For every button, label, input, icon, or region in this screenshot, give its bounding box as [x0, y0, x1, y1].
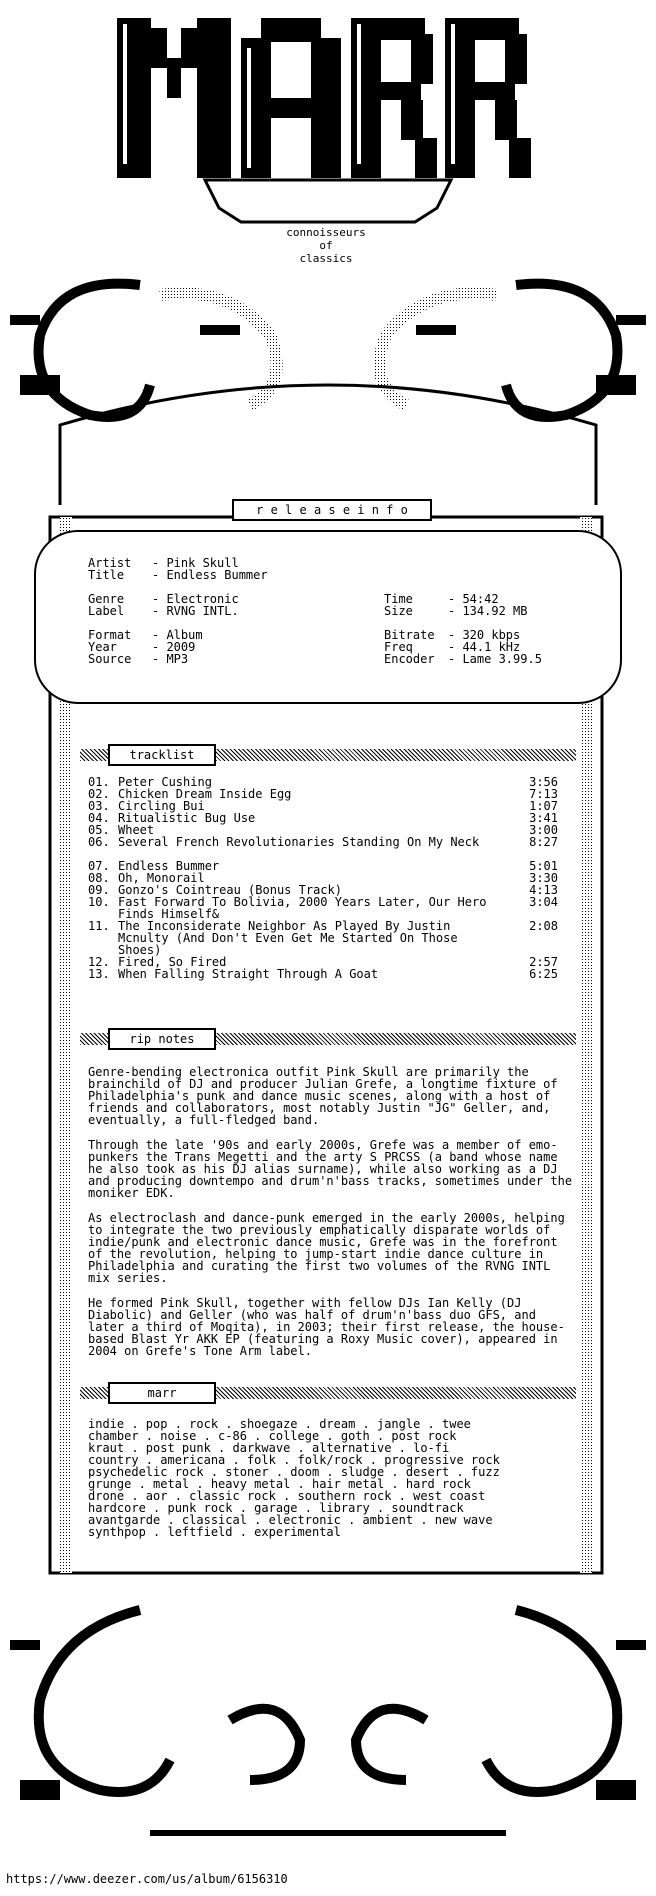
track-number: 02.: [88, 787, 110, 801]
track-title: Ritualistic Bug Use: [118, 811, 256, 825]
track-duration: 4:13: [529, 883, 558, 897]
track-duration: 2:08: [529, 919, 558, 933]
track-number: 10.: [88, 895, 110, 909]
rip-note-paragraph: As electroclash and dance-punk emerged in the early 2000s, helping to integrate the two previously emphatically disparate worlds of indie/punk and electronic dance music, Grefe was in the forefront of the revolution, helping to jump-start indie dance culture in Philadelphia and curating the first two volumes of the RVNG INTL mix series.: [88, 1211, 565, 1285]
track-duration: 3:04: [529, 895, 558, 909]
info-key: Size: [384, 604, 413, 618]
track-number: 09.: [88, 883, 110, 897]
track-number: 07.: [88, 859, 110, 873]
info-row-genre: Genre - Electronic: [88, 592, 239, 606]
info-value: Electronic: [166, 592, 239, 606]
track-number: 04.: [88, 811, 110, 825]
genre-list: [88, 1418, 578, 1538]
source-url[interactable]: https://www.deezer.com/us/album/6156310: [6, 1872, 288, 1886]
track-number: 05.: [88, 823, 110, 837]
info-value: RVNG INTL.: [166, 604, 239, 618]
genre-line: hardcore . punk rock . garage . library . soundtrack: [88, 1501, 464, 1515]
track-number: 03.: [88, 799, 110, 813]
track-title: Fast Forward To Bolivia, 2000 Years Later, Our Hero Finds Himself&: [118, 895, 487, 921]
info-key: Label: [88, 604, 125, 618]
track-row: [88, 896, 558, 920]
track-title: Circling Bui: [118, 799, 205, 813]
info-value: Endless Bummer: [166, 568, 268, 582]
track-duration: 3:00: [529, 823, 558, 837]
track-duration: 5:01: [529, 859, 558, 873]
track-title: Wheet: [118, 823, 155, 837]
info-row-source: Source - MP3: [88, 652, 189, 666]
ornament-bottom: [0, 1600, 656, 1860]
info-row-size: Size - 134.92 MB: [384, 604, 528, 618]
release-info-title: r e l e a s e i n f o: [232, 499, 432, 521]
info-key: Encoder: [384, 652, 435, 666]
genre-line: kraut . post punk . darkwave . alternative . lo-fi: [88, 1441, 450, 1455]
track-duration: 8:27: [529, 835, 558, 849]
genre-line: psychedelic rock . stoner . doom . sludge . desert . fuzz: [88, 1465, 500, 1479]
track-duration: 7:13: [529, 787, 558, 801]
info-key: Freq: [384, 640, 413, 654]
rip-note-paragraph: Through the late '90s and early 2000s, Grefe was a member of emo-punkers the Trans Megetti and the arty S PRCSS (a band whose name he also took as his DJ alias surname), while also working as a DJ and producing downtempo and drum'n'bass tracks, sometimes under the moniker EDK.: [88, 1138, 573, 1200]
rip-notes-title: rip notes: [108, 1028, 216, 1050]
track-row: [88, 968, 558, 980]
info-row-label: Label - RVNG INTL.: [88, 604, 239, 618]
info-key: Bitrate: [384, 628, 435, 642]
info-key: Title: [88, 568, 125, 582]
info-key: Artist: [88, 556, 132, 570]
info-value: 44.1 kHz: [462, 640, 521, 654]
info-value: Pink Skull: [166, 556, 239, 570]
rip-note-paragraph: He formed Pink Skull, together with fellow DJs Ian Kelly (DJ Diabolic) and Geller (who was half of drum'n'bass duo GFS, and later a third of Moqita), in 2003; their first release, the house-based Blast Yr AKK EP (featuring a Roxy Music cover), appeared in 2004 on Grefe's Tone Arm label.: [88, 1296, 565, 1358]
info-row-freq: Freq - 44.1 kHz: [384, 640, 521, 654]
info-row-format: Format - Album: [88, 628, 203, 642]
track-title: Endless Bummer: [118, 859, 220, 873]
info-row-encoder: Encoder - Lame 3.99.5: [384, 652, 542, 666]
track-number: 06.: [88, 835, 110, 849]
info-row-bitrate: Bitrate - 320 kbps: [384, 628, 521, 642]
track-title: When Falling Straight Through A Goat: [118, 967, 379, 981]
info-value: 320 kbps: [462, 628, 521, 642]
genre-line: grunge . metal . heavy metal . hair metal . hard rock: [88, 1477, 471, 1491]
genre-line: chamber . noise . c-86 . college . goth . post rock: [88, 1429, 457, 1443]
info-row-year: Year - 2009: [88, 640, 196, 654]
info-key: Time: [384, 592, 413, 606]
subtitle-line: classics: [299, 252, 353, 265]
info-row-artist: Artist - Pink Skull: [88, 556, 239, 570]
marr-logo: [115, 8, 541, 244]
track-duration: 1:07: [529, 799, 558, 813]
info-value: 54:42: [462, 592, 499, 606]
track-title: Oh, Monorail: [118, 871, 205, 885]
track-number: 12.: [88, 955, 110, 969]
genre-line: drone . aor . classic rock . southern rock . west coast: [88, 1489, 486, 1503]
info-key: Genre: [88, 592, 125, 606]
subtitle-line: of: [319, 239, 333, 252]
track-title: Peter Cushing: [118, 775, 212, 789]
info-key: Source: [88, 652, 132, 666]
info-value: Lame 3.99.5: [462, 652, 542, 666]
track-number: 11.: [88, 919, 110, 933]
subtitle-line: connoisseurs: [286, 226, 366, 239]
info-key: Format: [88, 628, 132, 642]
info-value: MP3: [166, 652, 189, 666]
rip-notes-body: [88, 1066, 578, 1370]
track-number: 13.: [88, 967, 110, 981]
track-row: [88, 920, 558, 956]
genre-line: country . americana . folk . folk/rock . progressive rock: [88, 1453, 500, 1467]
ornament-top: [0, 255, 656, 505]
marr-title: marr: [108, 1382, 216, 1404]
track-row: [88, 836, 558, 860]
genre-line: avantgarde . classical . electronic . ambient . new wave: [88, 1513, 493, 1527]
info-value: Album: [166, 628, 203, 642]
track-title: The Inconsiderate Neighbor As Played By Justin Mcnulty (And Don't Even Get Me Started On Those Shoes): [118, 919, 458, 957]
track-duration: 3:41: [529, 811, 558, 825]
genre-line: indie . pop . rock . shoegaze . dream . jangle . twee: [88, 1417, 471, 1431]
track-title: Chicken Dream Inside Egg: [118, 787, 292, 801]
info-value: 2009: [166, 640, 196, 654]
track-duration: 3:56: [529, 775, 558, 789]
track-duration: 2:57: [529, 955, 558, 969]
track-number: 01.: [88, 775, 110, 789]
track-title: Several French Revolutionaries Standing On My Neck: [118, 835, 480, 849]
tracklist-title: tracklist: [108, 744, 216, 766]
track-title: Fired, So Fired: [118, 955, 227, 969]
track-duration: 6:25: [529, 967, 558, 981]
rip-note-paragraph: Genre-bending electronica outfit Pink Skull are primarily the brainchild of DJ and producer Julian Grefe, a longtime fixture of Philadelphia's punk and dance music scenes, along with a host of friends and collaborators, most notably Justin "JG" Geller, and, eventually, a full-fledged band.: [88, 1065, 558, 1127]
info-key: Year: [88, 640, 117, 654]
track-title: Gonzo's Cointreau (Bonus Track): [118, 883, 342, 897]
info-row-title: Title - Endless Bummer: [88, 568, 268, 582]
info-row-time: Time - 54:42: [384, 592, 499, 606]
genre-line: synthpop . leftfield . experimental: [88, 1525, 341, 1539]
track-duration: 3:30: [529, 871, 558, 885]
track-row: [88, 812, 558, 824]
info-value: 134.92 MB: [462, 604, 528, 618]
track-number: 08.: [88, 871, 110, 885]
